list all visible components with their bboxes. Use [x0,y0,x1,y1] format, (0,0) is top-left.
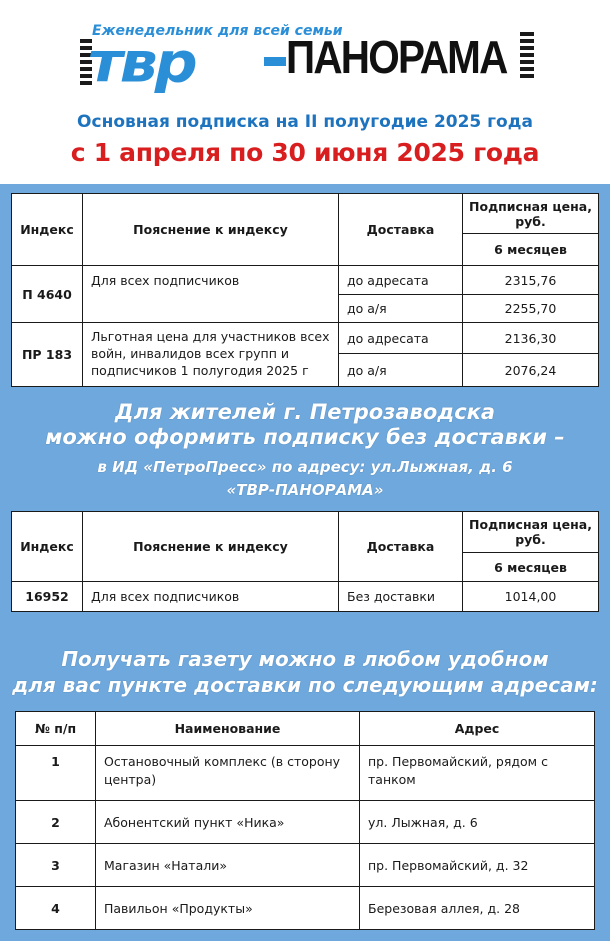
header-index: Индекс [12,512,83,582]
row-delivery: до адресата [339,323,463,354]
pickup-notice-title [0,400,610,450]
header-name: Наименование [96,712,360,746]
header-delivery: Доставка [339,512,463,582]
notice-line: Для жителей г. Петрозаводска [114,400,496,424]
row-delivery: до адресата [339,266,463,295]
logo-dash [264,57,286,66]
row-price: 2076,24 [463,354,599,387]
table-row-name: Абонентский пункт «Ника» [96,801,360,844]
table-row-num: 3 [16,844,96,887]
header [0,0,610,184]
row-index: 16952 [12,582,83,612]
notice-line: для вас пункте доставки по следующим адресам: [12,673,598,697]
delivery-points-title [0,646,610,698]
subscription-table [11,193,599,387]
logo-panorama: ПАНОРАМА [286,31,507,83]
table-row-address: пр. Первомайский, д. 32 [360,844,595,887]
header-address: Адрес [360,712,595,746]
table-row-name: Магазин «Натали» [96,844,360,887]
subtitle: Основная подписка на II полугодие 2025 года [77,112,533,132]
logo-stripes-right [520,32,534,82]
row-index: ПР 183 [12,323,83,387]
table-row-num: 4 [16,887,96,930]
row-index: П 4640 [12,266,83,323]
pickup-notice-address [0,456,610,502]
row-delivery: до а/я [339,295,463,323]
logo-tvr: твр [88,30,195,96]
table-row-num: 1 [16,746,96,801]
header-index: Индекс [12,194,83,266]
logo-tagline: Еженедельник для всей семьи [92,23,343,39]
table-row-address: пр. Первомайский, рядом с танком [360,746,595,801]
header-explanation: Пояснение к индексу [83,194,339,266]
table-row-address: Березовая аллея, д. 28 [360,887,595,930]
row-explanation: Для всех подписчиков [83,582,339,612]
header-period: 6 месяцев [463,553,599,582]
table-row-name: Остановочный комплекс (в сторону центра) [96,746,360,801]
row-delivery: Без доставки [339,582,463,612]
row-explanation: Для всех подписчиков [83,266,339,323]
header-delivery: Доставка [339,194,463,266]
row-explanation: Льготная цена для участников всех войн, инвалидов всех групп и подписчиков 1 полугодия 2025 г [83,323,339,387]
row-price: 2136,30 [463,323,599,354]
row-price: 1014,00 [463,582,599,612]
table-row-name: Павильон «Продукты» [96,887,360,930]
header-price: Подписная цена, руб. [463,512,599,553]
header-explanation: Пояснение к индексу [83,512,339,582]
notice-line: «ТВР-ПАНОРАМА» [226,481,384,499]
notice-line: можно оформить подписку без доставки – [45,425,565,449]
table-row-address: ул. Лыжная, д. 6 [360,801,595,844]
row-price: 2255,70 [463,295,599,323]
subscription-dates: с 1 апреля по 30 июня 2025 года [70,138,540,167]
table-row-num: 2 [16,801,96,844]
header-price: Подписная цена, руб. [463,194,599,234]
pickup-subscription-table [11,511,599,612]
header-num: № п/п [16,712,96,746]
notice-line: Получать газету можно в любом удобном [61,647,549,671]
row-price: 2315,76 [463,266,599,295]
header-period: 6 месяцев [463,234,599,266]
notice-line: в ИД «ПетроПресс» по адресу: ул.Лыжная, д. 6 [97,458,513,476]
delivery-points-table [15,711,595,930]
row-delivery: до а/я [339,354,463,387]
